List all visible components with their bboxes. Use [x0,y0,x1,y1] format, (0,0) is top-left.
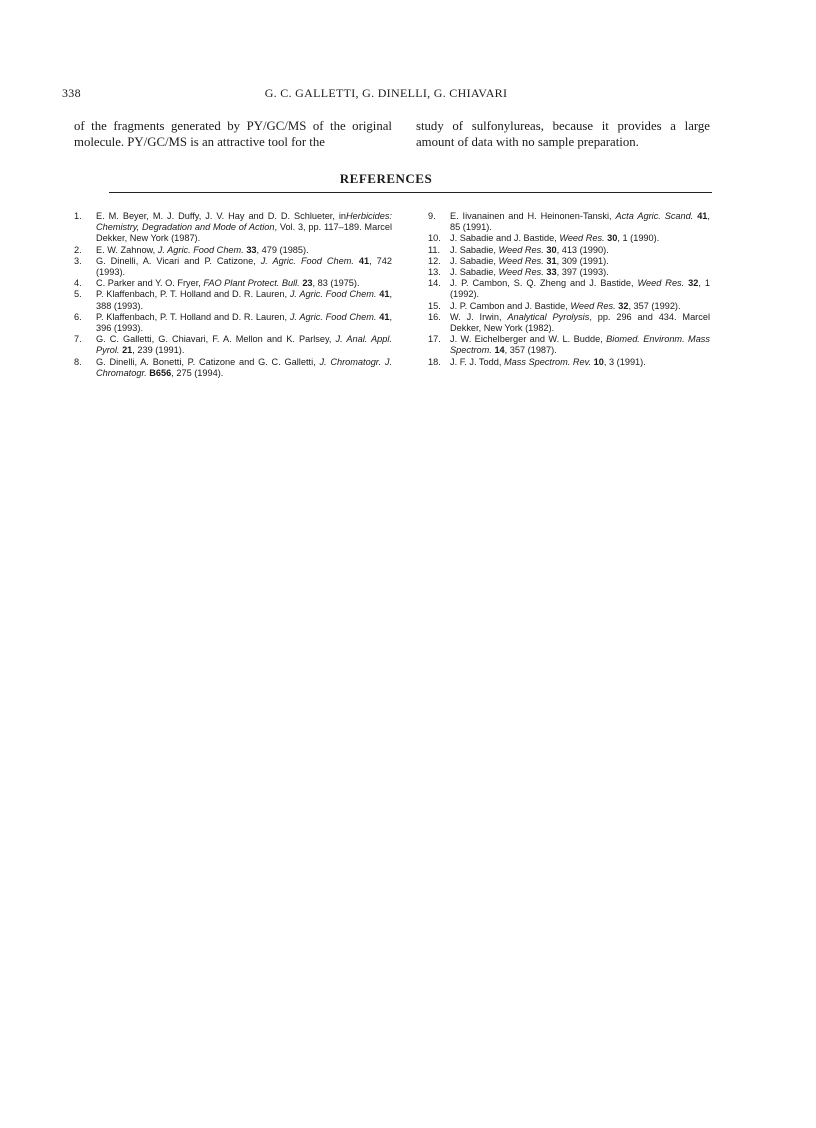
reference-authors: W. J. Irwin, [450,311,508,322]
reference-number: 7. [74,334,82,345]
reference-authors: J. Sabadie, [450,267,499,278]
reference-journal: Weed Res. [570,300,616,311]
reference-number: 6. [74,311,82,322]
reference-item [74,211,392,245]
reference-journal: Weed Res. [637,278,685,289]
reference-pages-year: , 1 (1992). [450,278,710,300]
reference-number: 16. [428,311,441,322]
reference-number: 9. [428,211,436,221]
reference-item [428,211,710,233]
page-number: 338 [62,86,81,100]
reference-volume: B656 [149,367,172,378]
reference-pages-year: , 1 (1990). [617,233,660,244]
reference-journal: Weed Res. [498,244,544,255]
references-heading: REFERENCES [339,171,433,186]
reference-journal: J. Agric. Food Chem. [289,311,377,322]
reference-pages-year: , 309 (1991). [556,255,609,266]
reference-text: , Vol. 3, pp. 117–189. Marcel Dekker, New York (1987). [96,222,392,244]
reference-journal: Weed Res. [498,267,544,278]
reference-item [428,301,710,312]
reference-pages-year: , 397 (1993). [556,267,609,278]
reference-journal: Weed Res. [559,233,605,244]
reference-journal: J. Chromatogr. J. Chromatogr. [96,356,392,378]
reference-number: 8. [74,356,82,367]
reference-number: 18. [428,356,441,367]
reference-volume: 14 [494,345,505,356]
reference-item [74,278,392,289]
reference-volume: 21 [122,345,133,356]
reference-authors: J. F. J. Todd, [450,356,504,367]
reference-item [428,256,710,267]
reference-journal: Weed Res. [498,255,544,266]
reference-number: 15. [428,300,441,311]
reference-item [74,289,392,311]
reference-authors: J. Sabadie and J. Bastide, [450,233,560,244]
reference-volume: 31 [546,255,557,266]
reference-pages-year: , 396 (1993). [96,311,393,334]
reference-volume: 30 [546,244,557,255]
reference-pages-year: , 742 (1993). [96,255,392,278]
reference-volume: 33 [246,244,257,255]
reference-volume: 41 [697,211,708,221]
reference-number: 5. [74,289,82,300]
reference-authors: J. P. Cambon, S. Q. Zheng and J. Bastide, [450,278,638,289]
reference-journal: Herbicides: Chemistry, Degradation and Mode of Action [96,211,392,233]
reference-journal: Mass Spectrom. Rev. [503,356,592,367]
reference-authors: C. Parker and Y. O. Fryer, [96,278,204,289]
reference-journal: Analytical Pyrolysis [507,311,590,322]
reference-authors: J. W. Eichelberger and W. L. Budde, [450,334,607,345]
reference-item [74,245,392,256]
intro-text-left: of the fragments generated by PY/GC/MS of the original molecule. PY/GC/MS is an attractive tool for the [74,119,392,149]
reference-journal: FAO Plant Protect. Bull. [203,278,300,289]
reference-journal: J. Agric. Food Chem. [289,289,377,300]
reference-journal: Acta Agric. Scand. [615,211,694,221]
running-title: G. C. GALLETTI, G. DINELLI, G. CHIAVARI [264,86,508,100]
reference-volume: 32 [618,300,629,311]
reference-number: 1. [74,211,82,221]
reference-authors: J. Sabadie, [450,244,499,255]
reference-item [74,256,392,278]
reference-volume: 41 [379,311,390,322]
reference-journal: J. Anal. Appl. Pyrol. [96,334,392,356]
reference-pages-year: , 413 (1990). [556,244,609,255]
reference-authors: J. Sabadie, [450,255,499,266]
references-right-column [428,211,710,368]
reference-pages-year: , 83 (1975). [312,278,360,289]
reference-number: 12. [428,255,441,266]
reference-authors: G. Dinelli, A. Vicari and P. Catizone, [96,255,261,266]
running-header [62,86,710,106]
reference-volume: 41 [379,289,390,300]
reference-pages-year: , 85 (1991). [450,211,710,233]
reference-item [428,334,710,356]
reference-number: 2. [74,244,82,255]
reference-journal: Biomed. Environm. Mass Spectrom. [450,334,710,356]
reference-number: 13. [428,267,441,278]
reference-authors: E. M. Beyer, M. J. Duffy, J. V. Hay and D. D. Schlueter, in [96,211,347,221]
reference-journal: J. Agric. Food Chem. [260,255,354,266]
reference-volume: 33 [546,267,557,278]
reference-authors: G. Dinelli, A. Bonetti, P. Catizone and G. C. Galletti, [96,356,320,367]
reference-pages-year: , 239 (1991). [132,345,185,356]
reference-item [74,334,392,356]
reference-pages-year: , 275 (1994). [171,367,224,378]
reference-item [428,267,710,278]
reference-item [74,312,392,334]
references-left-column [74,211,392,379]
reference-pages-year: , 479 (1985). [256,244,309,255]
reference-authors: P. Klaffenbach, P. T. Holland and D. R. Lauren, [96,289,290,300]
reference-pages-year: , 3 (1991). [603,356,646,367]
reference-volume: 41 [358,255,370,266]
reference-number: 17. [428,334,441,345]
reference-item [428,278,710,300]
reference-authors: E. W. Zahnow, [96,244,158,255]
reference-number: 11. [428,244,441,255]
reference-item [428,233,710,244]
heading-rule [109,192,712,193]
intro-text-right: study of sulfonylureas, because it provides a large amount of data with no sample preparation. [416,119,710,149]
reference-number: 14. [428,278,441,289]
reference-item [428,357,710,368]
reference-number: 4. [74,278,82,289]
reference-authors: G. C. Galletti, G. Chiavari, F. A. Mellon and K. Parlsey, [96,334,336,345]
reference-number: 3. [74,255,82,266]
reference-journal: J. Agric. Food Chem. [157,244,244,255]
reference-item [428,245,710,256]
reference-item [428,312,710,334]
reference-volume: 23 [302,278,313,289]
reference-number: 10. [428,233,441,244]
reference-authors: E. Iivanainen and H. Heinonen-Tanski, [450,211,616,221]
reference-pages-year: , 357 (1987). [504,345,557,356]
reference-authors: P. Klaffenbach, P. T. Holland and D. R. Lauren, [96,311,290,322]
reference-volume: 30 [607,233,618,244]
reference-pages-year: , 388 (1993). [96,289,393,311]
reference-volume: 10 [593,356,604,367]
reference-pages-year: , 357 (1992). [628,300,681,311]
reference-text: , pp. 296 and 434. Marcel Dekker, New York (1982). [450,311,710,334]
reference-item [74,357,392,379]
reference-authors: J. P. Cambon and J. Bastide, [450,300,571,311]
reference-volume: 32 [688,278,699,289]
